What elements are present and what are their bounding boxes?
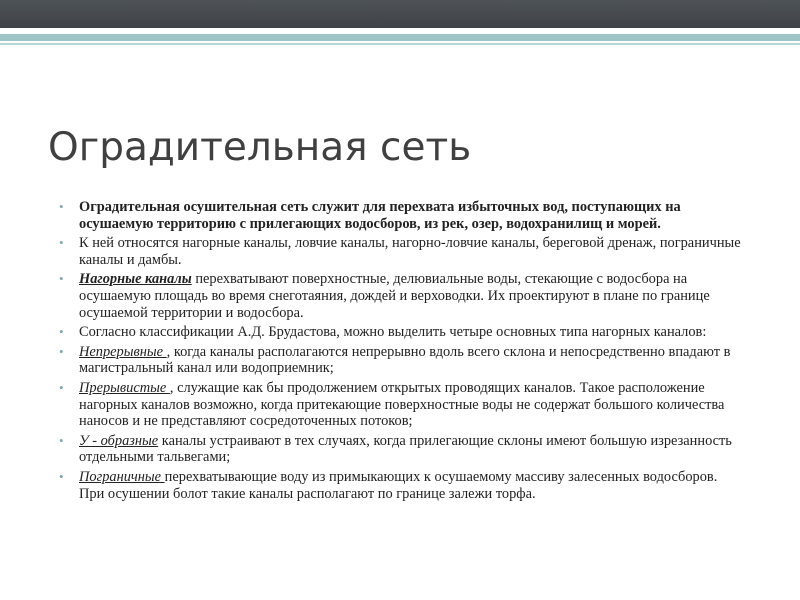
bullet-icon: • [59, 235, 64, 251]
bullet-icon: • [59, 199, 64, 214]
bullet-term: Нагорные каналы [79, 271, 192, 288]
accent-stripe [0, 34, 800, 41]
bullet-icon: • [59, 324, 64, 340]
bullet-term: У - образные [79, 432, 159, 449]
bullet-text: Согласно классификации А.Д. Брудастова, можно выделить четыре основных типа нагорных каналов: [79, 324, 707, 341]
bullet-item [56, 324, 746, 341]
bullet-icon: • [59, 379, 64, 395]
bullet-icon: • [59, 343, 64, 359]
bullet-text: , когда каналы располагаются непрерывно вдоль всего склона и непосредственно впадают в магистральный канал или водоприемник; [79, 343, 731, 377]
bullet-item [56, 271, 746, 321]
bullet-term: Прерывистые [79, 379, 170, 396]
bullet-term: Непрерывные [79, 343, 167, 360]
bullet-text: Оградительная осушительная сеть служит для перехвата избыточных вод, поступающих на осушаемую территорию с прилегающих водосборов, из рек, озер, водохранилищ и морей. [79, 199, 681, 232]
bullet-text: перехватывают поверхностные, делювиальные воды, стекающие с водосбора на осушаемую площадь во время снеготаяния, дождей и верховодки. Их проектируют в плане по границе осушаемой территории и водосбора. [79, 271, 710, 321]
bullet-item [56, 469, 746, 502]
bullet-text: , служащие как бы продолжением открытых проводящих каналов. Такое расположение нагорных каналов возможно, когда притекающие поверхностные воды не содержат большого количества наносов и не представляют сосредоточенных потоков; [79, 379, 725, 430]
header-bar [0, 0, 800, 28]
bullet-icon: • [59, 271, 64, 287]
accent-stripe-thin [0, 43, 800, 45]
slide-title: Оградительная сеть [48, 125, 472, 170]
bullet-list [56, 199, 746, 505]
bullet-term: Пограничные [79, 468, 165, 485]
bullet-text: К ней относятся нагорные каналы, ловчие каналы, нагорно-ловчие каналы, береговой дренаж, пограничные каналы и дамбы. [79, 235, 741, 268]
bullet-item [56, 380, 746, 430]
bullet-text: перехватывающие воду из примыкающих к осушаемому массиву залесенных водосборов. При осушении болот такие каналы располагают по границе залежи торфа. [79, 468, 718, 502]
bullet-item [56, 344, 746, 377]
bullet-item [56, 235, 746, 268]
bullet-icon: • [59, 468, 64, 484]
bullet-text: каналы устраивают в тех случаях, когда прилегающие склоны имеют большую изрезанность отдельными тальвегами; [79, 432, 732, 466]
bullet-icon: • [59, 432, 64, 448]
bullet-item [56, 433, 746, 466]
bullet-item [56, 199, 746, 232]
